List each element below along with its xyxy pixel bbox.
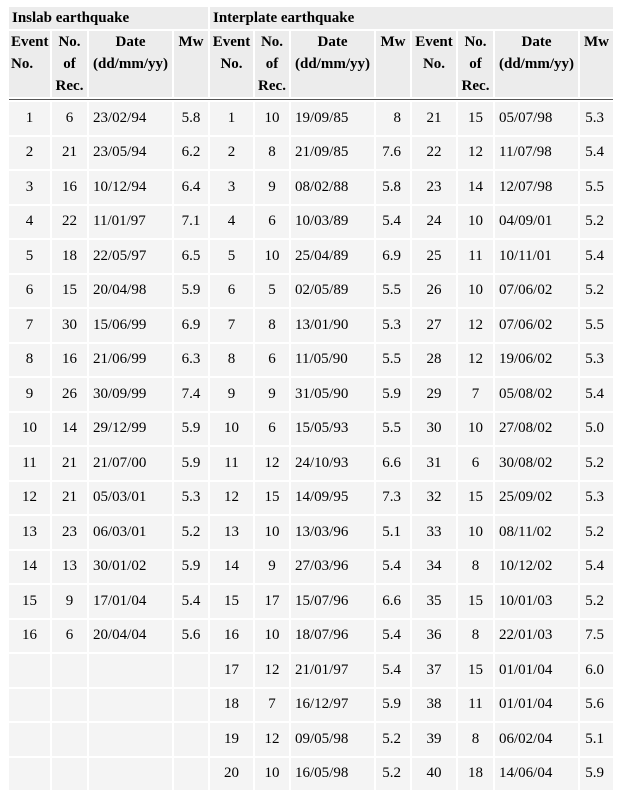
cell-date: 10/12/02: [495, 551, 578, 584]
earthquake-table-container: [9, 7, 611, 782]
cell-rec: 6: [52, 620, 87, 653]
cell-rec: 15: [458, 585, 493, 618]
cell-event: 24: [412, 206, 456, 239]
cell-mw: 5.2: [174, 516, 208, 549]
cell-date: [89, 758, 172, 791]
cell-date: 11/01/97: [89, 206, 172, 239]
cell-event: [9, 723, 50, 756]
cell-mw: 7.5: [580, 620, 613, 653]
cell-event: 7: [9, 309, 50, 342]
table-row: [9, 620, 613, 653]
cell-mw: [174, 689, 208, 722]
cell-rec: 10: [458, 413, 493, 446]
cell-mw: 5.2: [580, 516, 613, 549]
cell-event: 2: [210, 137, 253, 170]
table-row: [9, 102, 613, 135]
cell-rec: 15: [52, 275, 87, 308]
cell-mw: 5.1: [376, 516, 410, 549]
cell-rec: 8: [255, 137, 289, 170]
cell-event: 23: [412, 171, 456, 204]
cell-event: 4: [210, 206, 253, 239]
cell-event: 15: [9, 585, 50, 618]
group-header-row: [9, 7, 613, 29]
cell-date: 10/01/03: [495, 585, 578, 618]
cell-event: 36: [412, 620, 456, 653]
table-row: [9, 551, 613, 584]
cell-rec: [52, 723, 87, 756]
col-header-date: Date (dd/mm/yy): [495, 31, 578, 97]
column-header-row: [9, 31, 613, 97]
cell-rec: 23: [52, 516, 87, 549]
cell-rec: 14: [458, 171, 493, 204]
cell-date: 27/08/02: [495, 413, 578, 446]
cell-event: 10: [210, 413, 253, 446]
cell-event: 1: [210, 102, 253, 135]
cell-date: 10/12/94: [89, 171, 172, 204]
col-header-mw: Mw: [580, 31, 613, 97]
cell-rec: 12: [458, 309, 493, 342]
cell-date: 08/11/02: [495, 516, 578, 549]
cell-event: 11: [210, 447, 253, 480]
cell-rec: 10: [255, 516, 289, 549]
cell-mw: 5.8: [174, 102, 208, 135]
cell-event: 10: [9, 413, 50, 446]
table-row: [9, 689, 613, 722]
cell-event: 26: [412, 275, 456, 308]
earthquake-events-table: [7, 5, 615, 792]
col-header-event: Event No.: [9, 31, 50, 97]
cell-date: 29/12/99: [89, 413, 172, 446]
cell-mw: [174, 723, 208, 756]
cell-date: 06/02/04: [495, 723, 578, 756]
table-row: [9, 482, 613, 515]
cell-date: 01/01/04: [495, 689, 578, 722]
table-row: [9, 137, 613, 170]
table-row: [9, 447, 613, 480]
cell-event: [9, 689, 50, 722]
cell-mw: 5.4: [580, 378, 613, 411]
cell-rec: 11: [458, 689, 493, 722]
cell-mw: 5.9: [174, 551, 208, 584]
cell-event: 8: [9, 344, 50, 377]
cell-date: [89, 689, 172, 722]
cell-mw: 6.6: [376, 585, 410, 618]
cell-date: 25/04/89: [291, 240, 374, 273]
cell-date: 21/01/97: [291, 654, 374, 687]
cell-rec: 8: [458, 551, 493, 584]
cell-mw: [174, 654, 208, 687]
cell-event: 33: [412, 516, 456, 549]
cell-mw: 5.5: [580, 171, 613, 204]
cell-date: 10/11/01: [495, 240, 578, 273]
cell-event: 14: [210, 551, 253, 584]
cell-mw: 5.6: [174, 620, 208, 653]
cell-mw: 5.3: [580, 102, 613, 135]
cell-event: [9, 654, 50, 687]
cell-rec: 10: [458, 516, 493, 549]
cell-event: 4: [9, 206, 50, 239]
cell-date: [89, 723, 172, 756]
cell-date: 11/05/90: [291, 344, 374, 377]
cell-mw: 5.4: [376, 551, 410, 584]
cell-date: 21/09/85: [291, 137, 374, 170]
cell-mw: 5.2: [376, 723, 410, 756]
cell-rec: 9: [52, 585, 87, 618]
table-row: [9, 413, 613, 446]
cell-mw: 5.4: [580, 137, 613, 170]
col-header-event: Event No.: [412, 31, 456, 97]
cell-rec: 17: [255, 585, 289, 618]
cell-date: 17/01/04: [89, 585, 172, 618]
cell-date: 16/05/98: [291, 758, 374, 791]
cell-event: 37: [412, 654, 456, 687]
cell-rec: 9: [255, 378, 289, 411]
cell-event: 39: [412, 723, 456, 756]
group-header-interplate: Interplate earthquake: [210, 7, 613, 29]
cell-event: 13: [9, 516, 50, 549]
cell-rec: 18: [52, 240, 87, 273]
col-header-event: Event No.: [210, 31, 253, 97]
cell-event: 19: [210, 723, 253, 756]
cell-event: 29: [412, 378, 456, 411]
cell-mw: 5.4: [376, 620, 410, 653]
cell-rec: 8: [458, 723, 493, 756]
cell-event: 9: [9, 378, 50, 411]
cell-event: 5: [9, 240, 50, 273]
cell-rec: 10: [255, 102, 289, 135]
cell-rec: 10: [458, 275, 493, 308]
cell-mw: 5.3: [580, 482, 613, 515]
cell-rec: 22: [52, 206, 87, 239]
cell-event: 34: [412, 551, 456, 584]
cell-date: 27/03/96: [291, 551, 374, 584]
cell-mw: 6.6: [376, 447, 410, 480]
cell-date: [89, 654, 172, 687]
cell-date: 18/07/96: [291, 620, 374, 653]
cell-date: 25/09/02: [495, 482, 578, 515]
cell-date: 05/07/98: [495, 102, 578, 135]
table-row: [9, 275, 613, 308]
cell-date: 21/07/00: [89, 447, 172, 480]
cell-event: 6: [9, 275, 50, 308]
cell-mw: 5.4: [376, 206, 410, 239]
cell-mw: 5.8: [376, 171, 410, 204]
table-row: [9, 585, 613, 618]
table-row: [9, 758, 613, 791]
cell-rec: 8: [458, 620, 493, 653]
cell-mw: 5.2: [376, 758, 410, 791]
cell-rec: 11: [458, 240, 493, 273]
cell-event: 32: [412, 482, 456, 515]
cell-date: 13/03/96: [291, 516, 374, 549]
cell-mw: 6.3: [174, 344, 208, 377]
cell-rec: 10: [255, 620, 289, 653]
cell-mw: 5.2: [580, 275, 613, 308]
cell-event: 9: [210, 378, 253, 411]
cell-rec: 9: [255, 171, 289, 204]
cell-mw: 5.3: [376, 309, 410, 342]
cell-rec: 12: [255, 723, 289, 756]
cell-rec: 6: [255, 344, 289, 377]
cell-mw: 5.9: [174, 447, 208, 480]
cell-mw: 7.4: [174, 378, 208, 411]
cell-mw: 5.0: [580, 413, 613, 446]
cell-mw: 6.4: [174, 171, 208, 204]
cell-mw: 5.3: [174, 482, 208, 515]
cell-mw: 5.1: [580, 723, 613, 756]
cell-date: 02/05/89: [291, 275, 374, 308]
cell-mw: 5.2: [580, 206, 613, 239]
cell-date: 07/06/02: [495, 275, 578, 308]
cell-mw: 5.4: [376, 654, 410, 687]
cell-event: 2: [9, 137, 50, 170]
cell-rec: 13: [52, 551, 87, 584]
cell-mw: 5.9: [580, 758, 613, 791]
cell-rec: 21: [52, 137, 87, 170]
table-row: [9, 206, 613, 239]
cell-event: 16: [9, 620, 50, 653]
cell-date: 13/01/90: [291, 309, 374, 342]
col-header-mw: Mw: [376, 31, 410, 97]
cell-date: 05/03/01: [89, 482, 172, 515]
cell-event: 17: [210, 654, 253, 687]
table-row: [9, 516, 613, 549]
cell-rec: 15: [458, 102, 493, 135]
cell-date: 01/01/04: [495, 654, 578, 687]
cell-event: 31: [412, 447, 456, 480]
cell-mw: 5.4: [580, 551, 613, 584]
col-header-rec: No. of Rec.: [52, 31, 87, 97]
cell-event: 15: [210, 585, 253, 618]
cell-event: 21: [412, 102, 456, 135]
cell-event: 30: [412, 413, 456, 446]
cell-date: 22/05/97: [89, 240, 172, 273]
table-body: [9, 102, 613, 790]
cell-date: 16/12/97: [291, 689, 374, 722]
cell-event: 12: [9, 482, 50, 515]
cell-rec: 12: [458, 344, 493, 377]
cell-mw: 5.9: [376, 689, 410, 722]
cell-date: 20/04/98: [89, 275, 172, 308]
cell-rec: 7: [255, 689, 289, 722]
cell-event: 22: [412, 137, 456, 170]
cell-rec: 14: [52, 413, 87, 446]
cell-event: 38: [412, 689, 456, 722]
cell-date: 12/07/98: [495, 171, 578, 204]
cell-mw: 5.5: [376, 344, 410, 377]
cell-date: 24/10/93: [291, 447, 374, 480]
cell-date: 04/09/01: [495, 206, 578, 239]
cell-mw: 5.2: [580, 585, 613, 618]
cell-event: 40: [412, 758, 456, 791]
cell-rec: [52, 654, 87, 687]
cell-rec: 21: [52, 482, 87, 515]
cell-date: 11/07/98: [495, 137, 578, 170]
cell-event: 27: [412, 309, 456, 342]
cell-mw: 7.1: [174, 206, 208, 239]
cell-mw: 5.4: [174, 585, 208, 618]
cell-event: 7: [210, 309, 253, 342]
cell-event: 14: [9, 551, 50, 584]
cell-rec: 12: [255, 654, 289, 687]
cell-event: 16: [210, 620, 253, 653]
group-header-inslab: Inslab earthquake: [9, 7, 208, 29]
cell-mw: 6.9: [376, 240, 410, 273]
cell-rec: 6: [52, 102, 87, 135]
cell-date: 23/02/94: [89, 102, 172, 135]
col-header-rec: No. of Rec.: [255, 31, 289, 97]
cell-date: 10/03/89: [291, 206, 374, 239]
cell-event: 3: [210, 171, 253, 204]
cell-event: 35: [412, 585, 456, 618]
cell-mw: 6.2: [174, 137, 208, 170]
cell-event: 1: [9, 102, 50, 135]
cell-rec: 12: [458, 137, 493, 170]
cell-date: 15/06/99: [89, 309, 172, 342]
cell-mw: [174, 758, 208, 791]
cell-date: 07/06/02: [495, 309, 578, 342]
table-row: [9, 309, 613, 342]
cell-date: 20/04/04: [89, 620, 172, 653]
cell-rec: 15: [458, 482, 493, 515]
cell-rec: 10: [458, 206, 493, 239]
cell-rec: 18: [458, 758, 493, 791]
col-header-rec: No. of Rec.: [458, 31, 493, 97]
cell-date: 21/06/99: [89, 344, 172, 377]
cell-rec: 6: [255, 413, 289, 446]
cell-event: 20: [210, 758, 253, 791]
cell-rec: 10: [255, 240, 289, 273]
header-divider: [9, 99, 613, 100]
cell-rec: 12: [255, 447, 289, 480]
cell-event: 6: [210, 275, 253, 308]
cell-mw: 5.6: [580, 689, 613, 722]
cell-mw: 5.9: [174, 275, 208, 308]
col-header-date: Date (dd/mm/yy): [291, 31, 374, 97]
table-row: [9, 171, 613, 204]
cell-date: 06/03/01: [89, 516, 172, 549]
header-divider-line: [9, 99, 613, 100]
cell-mw: 5.3: [580, 344, 613, 377]
cell-event: 12: [210, 482, 253, 515]
cell-rec: 16: [52, 171, 87, 204]
col-header-date: Date (dd/mm/yy): [89, 31, 172, 97]
cell-event: [9, 758, 50, 791]
cell-date: 05/08/02: [495, 378, 578, 411]
cell-rec: 6: [458, 447, 493, 480]
cell-date: 30/09/99: [89, 378, 172, 411]
cell-mw: 6.9: [174, 309, 208, 342]
cell-rec: 8: [255, 309, 289, 342]
cell-rec: 15: [458, 654, 493, 687]
cell-mw: 7.3: [376, 482, 410, 515]
cell-rec: 26: [52, 378, 87, 411]
cell-rec: 30: [52, 309, 87, 342]
cell-event: 13: [210, 516, 253, 549]
cell-mw: 5.5: [580, 309, 613, 342]
cell-rec: 6: [255, 206, 289, 239]
cell-rec: 10: [255, 758, 289, 791]
cell-date: 14/09/95: [291, 482, 374, 515]
cell-mw: 5.9: [174, 413, 208, 446]
cell-date: 30/08/02: [495, 447, 578, 480]
cell-date: 22/01/03: [495, 620, 578, 653]
cell-date: 14/06/04: [495, 758, 578, 791]
cell-date: 09/05/98: [291, 723, 374, 756]
cell-rec: 16: [52, 344, 87, 377]
cell-event: 25: [412, 240, 456, 273]
table-row: [9, 723, 613, 756]
cell-rec: 5: [255, 275, 289, 308]
table-row: [9, 240, 613, 273]
cell-date: 19/06/02: [495, 344, 578, 377]
table-row: [9, 344, 613, 377]
cell-mw: 5.2: [580, 447, 613, 480]
cell-rec: 7: [458, 378, 493, 411]
cell-event: 5: [210, 240, 253, 273]
cell-date: 30/01/02: [89, 551, 172, 584]
cell-date: 15/05/93: [291, 413, 374, 446]
cell-rec: 15: [255, 482, 289, 515]
cell-mw: 7.6: [376, 137, 410, 170]
cell-mw: 8: [376, 102, 410, 135]
cell-event: 28: [412, 344, 456, 377]
cell-date: 23/05/94: [89, 137, 172, 170]
cell-mw: 5.9: [376, 378, 410, 411]
table-row: [9, 378, 613, 411]
cell-date: 15/07/96: [291, 585, 374, 618]
cell-date: 31/05/90: [291, 378, 374, 411]
cell-date: 08/02/88: [291, 171, 374, 204]
col-header-mw: Mw: [174, 31, 208, 97]
cell-mw: 6.5: [174, 240, 208, 273]
cell-rec: [52, 689, 87, 722]
cell-event: 11: [9, 447, 50, 480]
cell-mw: 5.5: [376, 413, 410, 446]
cell-mw: 5.5: [376, 275, 410, 308]
cell-rec: 9: [255, 551, 289, 584]
cell-event: 18: [210, 689, 253, 722]
cell-rec: [52, 758, 87, 791]
cell-date: 19/09/85: [291, 102, 374, 135]
cell-rec: 21: [52, 447, 87, 480]
cell-mw: 6.0: [580, 654, 613, 687]
cell-event: 8: [210, 344, 253, 377]
cell-event: 3: [9, 171, 50, 204]
table-row: [9, 654, 613, 687]
cell-mw: 5.4: [580, 240, 613, 273]
